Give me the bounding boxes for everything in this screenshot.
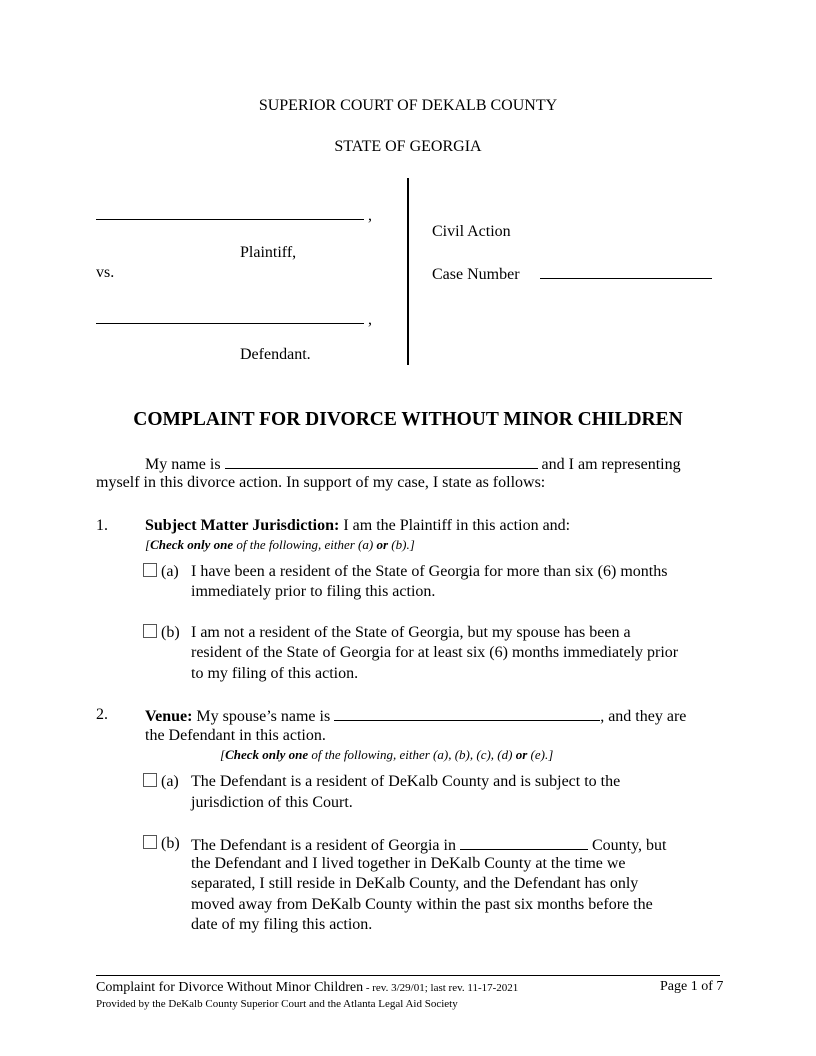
- option-text: date of my filing this action.: [191, 916, 373, 933]
- option-text: to my filing of this action.: [191, 665, 359, 682]
- section-text: My spouse’s name is: [192, 708, 335, 725]
- option-text: The Defendant is a resident of DeKalb County and is subject to the: [191, 773, 621, 790]
- footer-title: Complaint for Divorce Without Minor Children - rev. 3/29/01; last rev. 11-17-2021: [96, 980, 519, 995]
- intro-text: and I am representing: [541, 456, 681, 473]
- section-heading: Subject Matter Jurisdiction:: [145, 517, 340, 534]
- checkbox-1a[interactable]: [143, 563, 157, 577]
- intro-line2: myself in this divorce action. In support of my case, I state as follows:: [96, 474, 546, 491]
- section-heading: Venue:: [145, 708, 193, 725]
- section-number: 2.: [96, 706, 108, 723]
- instruction-note: [Check only one of the following, either (a), (b), (c), (d) or (e).]: [220, 747, 554, 762]
- document-title: COMPLAINT FOR DIVORCE WITHOUT MINOR CHILDREN: [133, 409, 683, 430]
- defendant-name-field[interactable]: [96, 309, 364, 324]
- comma: ,: [368, 207, 372, 224]
- option-text: I am not a resident of the State of Georgia, but my spouse has been a: [191, 624, 631, 641]
- footer-provided: Provided by the DeKalb County Superior Court and the Atlanta Legal Aid Society: [96, 998, 458, 1010]
- option-text: moved away from DeKalb County within the past six months before the: [191, 896, 653, 913]
- page-number: Page 1 of 7: [660, 979, 724, 994]
- intro-text: My name is: [145, 456, 221, 473]
- county-field[interactable]: [460, 835, 588, 850]
- instruction-note: [Check only one of the following, either (a) or (b).]: [145, 537, 415, 552]
- option-text: resident of the State of Georgia for at least six (6) months immediately prior: [191, 644, 679, 661]
- option-label: (a): [161, 773, 179, 790]
- my-name-field[interactable]: [225, 454, 538, 469]
- section-text: I am the Plaintiff in this action and:: [339, 517, 571, 534]
- civil-action-label: Civil Action: [432, 223, 511, 240]
- defendant-label: Defendant.: [240, 346, 311, 363]
- caption-divider: [407, 178, 409, 365]
- checkbox-2b[interactable]: [143, 835, 157, 849]
- footer-rule: [96, 975, 720, 976]
- section-text: the Defendant in this action.: [145, 727, 326, 744]
- comma: ,: [368, 311, 372, 328]
- option-text: The Defendant is a resident of Georgia in: [191, 837, 460, 854]
- option-text: County, but: [587, 837, 667, 854]
- section-number: 1.: [96, 517, 108, 534]
- section-text: , and they are: [600, 708, 687, 725]
- checkbox-1b[interactable]: [143, 624, 157, 638]
- option-text: immediately prior to filing this action.: [191, 583, 436, 600]
- option-label: (b): [161, 624, 180, 641]
- case-number-label: Case Number: [432, 266, 520, 283]
- vs-label: vs.: [96, 264, 115, 281]
- spouse-name-field[interactable]: [334, 706, 600, 721]
- option-text: the Defendant and I lived together in DeKalb County at the time we: [191, 855, 626, 872]
- option-text: I have been a resident of the State of Georgia for more than six (6) months: [191, 563, 668, 580]
- option-label: (b): [161, 835, 180, 852]
- plaintiff-label: Plaintiff,: [240, 244, 297, 261]
- checkbox-2a[interactable]: [143, 773, 157, 787]
- state-name: STATE OF GEORGIA: [334, 138, 482, 155]
- court-name: SUPERIOR COURT OF DEKALB COUNTY: [258, 97, 558, 114]
- case-number-field[interactable]: [540, 264, 712, 279]
- option-label: (a): [161, 563, 179, 580]
- plaintiff-name-field[interactable]: [96, 205, 364, 220]
- option-text: jurisdiction of this Court.: [191, 794, 353, 811]
- option-text: separated, I still reside in DeKalb County, and the Defendant has only: [191, 875, 639, 892]
